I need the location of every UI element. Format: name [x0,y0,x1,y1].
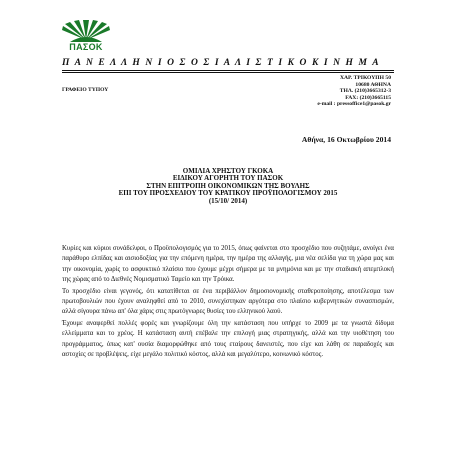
speech-title-block [62,168,394,205]
email-line: e-mail : pressoffice1@pasok.gr [317,101,391,108]
body-paragraph: Κυρίες και κύριοι συνάδελφοι, ο Προϋπολογισμός για το 2015, όπως φαίνεται στο προσχέδιο που συζητάμε, ανοίγει ένα παράθυρο ελπίδας και αισιοδοξίας για την επόμενη ημέρα, την ημέρα της αλλαγής, μια νέα σελίδα για τη χώρα μας και την οικονομία, χωρίς το ασφυκτικό πλαίσιο που έχουμε μέχρι σήμερα με τα μνημόνια και με την σταδιακή απεμπλοκή της χώρας από το Διεθνές Νομισματικό Ταμείο και την Τρόικα. [62,245,394,283]
pasok-sun-icon [60,20,112,44]
title-line: ΕΠΙ ΤΟΥ ΠΡΟΣΧΕΔΙΟΥ ΤΟΥ ΚΡΑΤΙΚΟΥ ΠΡΟΫΠΟΛΟΓΙΣΜΟΥ 2015 [118,189,338,198]
press-office-label: ΓΡΑΦΕΙΟ ΤΥΠΟΥ [62,87,109,93]
phone-line: ΤΗΛ. (210)3665312-3 [339,88,391,95]
speech-body [62,244,394,362]
release-date: Αθήνα, 16 Οκτωβρίου 2014 [301,135,391,144]
body-paragraph: Το προσχέδιο είναι γεγονός, ότι κατατίθεται σε ένα περιβάλλον δημοσιονομικής σταθεροποίησης, αποτέλεσμα των πρωτοβουλιών που έχουν αναληφθεί από το 2010, συνεχίστηκαν αργότερα στο πλαίσιο κυβερνητικών συνασπισμών, αλλά σίγουρα πάνω απ' όλα χάρις στις πρωτόγνωρες θυσίες του ελληνικού λαού. [62,287,394,316]
title-line: (15/10/ 2014) [208,196,248,205]
header-rule [62,70,394,71]
title-line: ΟΜΙΛΙΑ ΧΡΗΣΤΟΥ ΓΚΟΚΑ [182,167,274,175]
logo-text: ΠΑΣΟΚ [69,42,103,52]
header-rule-thin [62,72,394,73]
address-line: ΧΑΡ. ΤΡΙΚΟΥΠΗ 50 [339,75,391,81]
postcode-line: 10680 ΑΘΗΝΑ [355,81,391,88]
title-line: ΣΤΗΝ ΕΠΙΤΡΟΠΗ ΟΙΚΟΝΟΜΙΚΩΝ ΤΗΣ ΒΟΥΛΗΣ [146,181,310,190]
pasok-logo [60,20,112,54]
contact-block [317,75,391,108]
party-name: Π Α Ν Ε Λ Λ Η Ν Ι Ο Σ Ο Σ Ι Α Λ Ι Σ Τ Ι Κ Ο Κ Ι Ν Η Μ Α [62,58,381,68]
body-paragraph: Έχουμε αναφερθεί πολλές φορές και γνωρίζουμε όλη την κατάσταση που υπήρχε το 2009 με τα γνωστά δίδυμα ελλείμματα και το χρέος. Η κατάσταση αυτή επέβαλε την επιλογή μιας στρατηγικής, αλλά και την υιοθέτηση του προγράμματος, όπως κατ' ουσία διαμορφώθηκε από τους εταίρους δανειστές, που είχε και λάθη σε παραδοχές και αστοχίες σε προβλέψεις, είχε μεγάλο πολιτικό κόστος, αλλά και μεγαλύτερο, κοινωνικό κόστος. [62,320,394,358]
fax-line: FAX: (210)3665115 [345,94,391,101]
title-line: ΕΙΔΙΚΟΥ ΑΓΟΡΗΤΗ ΤΟΥ ΠΑΣΟΚ [172,174,284,183]
